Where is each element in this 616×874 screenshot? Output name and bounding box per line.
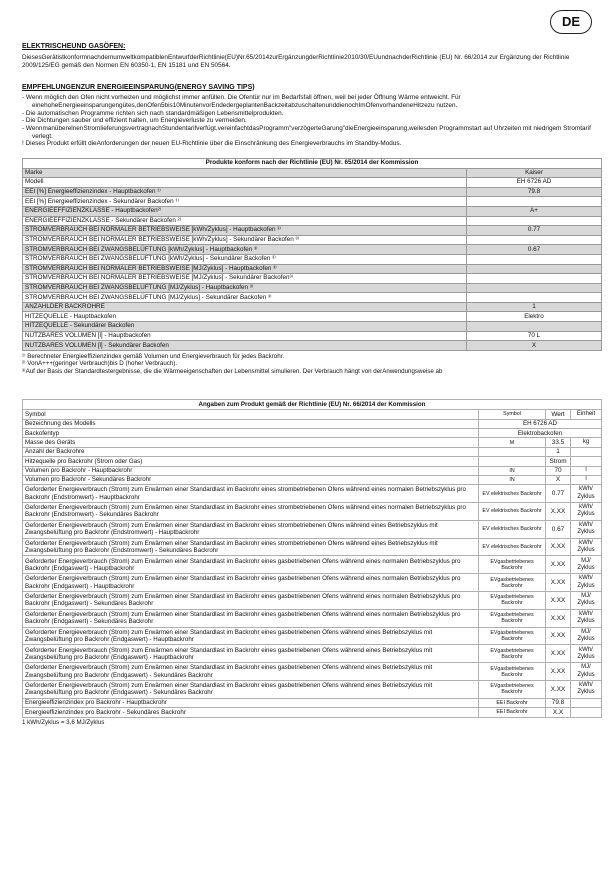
- table-row: [23, 438, 602, 447]
- table-row: [23, 197, 602, 207]
- model-designation-value: EH 6726 AD: [479, 419, 602, 428]
- row-value: 1: [546, 447, 571, 456]
- row-label: ANZAHLDER BACKROHRE: [23, 302, 467, 312]
- row-label: NUTZBARES VOLUMEN [l] - Hauptbackofen: [23, 331, 467, 341]
- tip-item: - Die automatischen Programme richten sich nach standardmäßigen Lebensmittelprodukten.: [22, 109, 284, 117]
- table-row: [23, 274, 602, 284]
- row-label: Geforderter Energieverbrauch (Strom) zum Erwärmen einer Standardlast im Backrohr eines gasbetriebenen Ofens während eines normalen Betriebszyklus pro Backrohr (Endgaswert) - Hauptbackrohr: [23, 574, 479, 592]
- table-row: [23, 520, 602, 538]
- tip-item: - Die Dichtungen sauber und effizient halten, um Energieverluste zu vermeiden.: [22, 117, 247, 125]
- row-label: Geforderter Energieverbrauch (Strom) zum Erwärmen einer Standardlast im Backrohr eines gasbetriebenen Ofens während eines normalen Betriebszyklus pro Backrohr (Endgaswert) - Sekundäres Backrohr: [23, 609, 479, 627]
- footnote: ³⁾Auf der Basis der Standardtestergebnisse, die die Wärmeeigenschaften der Lebensmittel simulieren. Der Verbrauch hängt von derAnwendungsweise ab: [22, 367, 443, 375]
- row-value: EH 6726 AD: [467, 178, 602, 188]
- language-badge: DE: [550, 10, 592, 34]
- regulation-65-table: [22, 158, 602, 351]
- table-row: [23, 245, 602, 255]
- row-symbol: EEI Backrohr: [479, 698, 546, 707]
- row-unit: [571, 698, 602, 707]
- table-row: [23, 293, 602, 303]
- row-label: STROMVERBRAUCH BEI ZWANGSBELÜFTUNG [MJ/Zyklus] - Hauptbackofen ³⁾: [23, 283, 467, 293]
- row-label: ENERGIEEFFIZIENZKLASSE - Sekundärer Backofen ²⁾: [23, 216, 467, 226]
- table-row: [23, 556, 602, 574]
- row-value: Kaiser: [467, 168, 602, 178]
- row-value: [467, 197, 602, 207]
- row-value: Strom: [546, 457, 571, 466]
- table-row: [23, 609, 602, 627]
- table-row: [23, 168, 602, 178]
- row-value: 0.67: [467, 245, 602, 255]
- row-label: HITZEQUELLE - Sekundärer Backofen: [23, 322, 467, 332]
- table-row: [23, 302, 602, 312]
- row-value: [467, 264, 602, 274]
- table1-title: Produkte konform nach der Richtlinie (EU) Nr. 65/2014 der Kommission: [23, 158, 602, 168]
- row-label: Geforderter Energieverbrauch (Strom) zum Erwärmen einer Standardlast im Backrohr eines strombetriebenen Ofens während eines Betriebszyklus mit Zwangsbelüftung pro Backrohr (Endstromwert) - Hauptbackrohr: [23, 520, 479, 538]
- row-symbol: EVgasbetriebenes Backrohr: [479, 627, 546, 645]
- row-label: Volumen pro Backrohr - Sekundäres Backrohr: [23, 475, 479, 484]
- row-value: 0.77: [546, 485, 571, 503]
- row-label: Energieeffizienzindex pro Backrohr - Sekundäres Backrohr: [23, 708, 479, 717]
- document-page: [22, 12, 602, 726]
- row-value: 79.8: [546, 698, 571, 707]
- row-label: STROMVERBRAUCH BEI NORMALER BETRIEBSWEISE [kWh/Zyklus] - Hauptbackofen ³⁾: [23, 226, 467, 236]
- row-label: Geforderter Energieverbrauch (Strom) zum Erwärmen einer Standardlast im Backrohr eines strombetriebenen Ofens während eines Betriebszyklus mit Zwangsbelüftung pro Backrohr (Endstromwert) - Sekundäres Backrohr: [23, 538, 479, 556]
- row-label: Geforderter Energieverbrauch (Strom) zum Erwärmen einer Standardlast im Backrohr eines gasbetriebenen Ofens während eines Betriebszyklus mit Zwangsbelüftung pro Backrohr (Endgaswert) - Sekundäres Backrohr: [23, 663, 479, 681]
- table-row: [23, 322, 602, 332]
- row-label: STROMVERBRAUCH BEI ZWANGSBELÜFTUNG [kWh/Zyklus] - Sekundärer Backofen ³⁾: [23, 254, 467, 264]
- row-label: Geforderter Energieverbrauch (Strom) zum Erwärmen einer Standardlast im Backrohr eines gasbetriebenen Ofens während eines Betriebszyklus mit Zwangsbelüftung pro Backrohr (Endgaswert) - Hauptbackrohr: [23, 645, 479, 663]
- row-unit: MJ/ Zyklus: [571, 556, 602, 574]
- row-label: Geforderter Energieverbrauch (Strom) zum Erwärmen einer Standardlast im Backrohr eines gasbetriebenen Ofens während eines normalen Betriebszyklus pro Backrohr (Endgaswert) - Sekundäres Backrohr: [23, 592, 479, 610]
- table-row: [23, 627, 602, 645]
- row-value: X: [546, 475, 571, 484]
- row-unit: kWh/ Zyklus: [571, 574, 602, 592]
- row-label: STROMVERBRAUCH BEI NORMALER BETRIEBSWEISE [kWh/Zyklus] - Sekundärer Backofen ³⁾: [23, 235, 467, 245]
- row-symbol: EV elektrisches Backrohr: [479, 485, 546, 503]
- row-label: Geforderter Energieverbrauch (Strom) zum Erwärmen einer Standardlast im Backrohr eines gasbetriebenen Ofens während eines normalen Betriebszyklus pro Backrohr (Endgaswert) - Hauptbackrohr: [23, 556, 479, 574]
- row-label: Geforderter Energieverbrauch (Strom) zum Erwärmen einer Standardlast im Backrohr eines gasbetriebenen Ofens während eines Betriebszyklus mit Zwangsbelüftung pro Backrohr (Endgaswert) - Hauptbackrohr: [23, 627, 479, 645]
- row-symbol: EV elektrisches Backrohr: [479, 503, 546, 521]
- row-label: EEI [%] Energieeffizienzindex - Hauptbackofen ¹⁾: [23, 187, 467, 197]
- row-value: X.XX: [546, 627, 571, 645]
- row-unit: [571, 457, 602, 466]
- table-row: [23, 447, 602, 456]
- row-label: Geforderter Energieverbrauch (Strom) zum Erwärmen einer Standardlast im Backrohr eines gasbetriebenen Ofens während eines Betriebszyklus mit Zwangsbelüftung pro Backrohr (Endgaswert) - Sekundäres Backrohr: [23, 681, 479, 699]
- row-unit: kWh/ Zyklus: [571, 609, 602, 627]
- row-unit: [571, 447, 602, 456]
- row-symbol: EV elektrisches Backrohr: [479, 520, 546, 538]
- row-label: Masse des Geräts: [23, 438, 479, 447]
- row-unit: kWh/ Zyklus: [571, 520, 602, 538]
- table-row: [23, 254, 602, 264]
- row-symbol: EVgasbetriebenes Backrohr: [479, 609, 546, 627]
- row-unit: kWh/ Zyklus: [571, 538, 602, 556]
- table-row: [23, 341, 602, 351]
- compliance-paragraph: DiesesGerätistkonformnachdemumweltkompatiblenEntwurfderRichtlinie(EU)Nr.65/2014zurErgänzungderRichtlinie2010/30/EUundnachderRichtlinie (EU) Nr. 66/2014 zur Ergänzung der Richtlinie 2009/125/EG gemäß den Normen EN 60350-1, EN 15181 und EN 50564.: [22, 54, 570, 70]
- row-value: Elektro: [467, 312, 602, 322]
- row-label: NUTZBARES VOLUMEN [l] - Sekundärer Backofen: [23, 341, 467, 351]
- model-designation-label: Bezeichnung des Modells: [23, 419, 479, 428]
- table-row: [23, 681, 602, 699]
- table-row: [23, 708, 602, 717]
- row-label: Marke: [23, 168, 467, 178]
- row-unit: l: [571, 466, 602, 475]
- table1-footnotes: [22, 353, 602, 375]
- unit-conversion-note: 1 kWh/Zyklus = 3,6 MJ/Zyklus: [22, 718, 105, 726]
- row-unit: l: [571, 475, 602, 484]
- header-value: Wert: [546, 410, 571, 419]
- table-row: [23, 574, 602, 592]
- table-row: [23, 206, 602, 216]
- row-value: X.XX: [546, 538, 571, 556]
- row-symbol: [479, 447, 546, 456]
- row-symbol: EVgasbetriebenes Backrohr: [479, 681, 546, 699]
- table-row: [23, 503, 602, 521]
- row-value: [467, 293, 602, 303]
- row-value: X.XX: [546, 503, 571, 521]
- row-unit: kg: [571, 438, 602, 447]
- row-unit: kWh/ Zyklus: [571, 503, 602, 521]
- row-value: X.XX: [546, 574, 571, 592]
- row-value: 79.8: [467, 187, 602, 197]
- row-symbol: EV elektrisches Backrohr: [479, 538, 546, 556]
- footnote: ¹⁾ Berechneter Energieeffizienzindex gemäß Volumen und Energieverbrauch für jedes Backrohr.: [22, 352, 285, 360]
- table-row: [23, 331, 602, 341]
- row-symbol: EVgasbetriebenes Backrohr: [479, 645, 546, 663]
- energy-tips-list: [22, 94, 602, 140]
- table-row: [23, 466, 602, 475]
- row-label: HITZEQUELLE - Hauptbackofen: [23, 312, 467, 322]
- row-unit: MJ/ Zyklus: [571, 663, 602, 681]
- row-unit: MJ/ Zyklus: [571, 592, 602, 610]
- table-row: [23, 538, 602, 556]
- table-row: [23, 187, 602, 197]
- row-value: X.XX: [546, 663, 571, 681]
- row-label: STROMVERBRAUCH BEI ZWANGSBELÜFTUNG [MJ/Zyklus] - Sekundärer Backofen ³⁾: [23, 293, 467, 303]
- row-value: X.XX: [546, 556, 571, 574]
- table-row: [23, 645, 602, 663]
- row-value: X.XX: [546, 681, 571, 699]
- row-value: 33.5: [546, 438, 571, 447]
- row-value: A+: [467, 206, 602, 216]
- row-symbol: EEI Backrohr: [479, 708, 546, 717]
- row-value: X.XX: [546, 609, 571, 627]
- row-symbol: IN: [479, 475, 546, 484]
- row-label: Modell: [23, 178, 467, 188]
- table-row: [23, 283, 602, 293]
- row-value: X.X: [546, 708, 571, 717]
- row-value: [467, 274, 602, 284]
- header-unit: Einheit: [571, 410, 602, 419]
- row-label: STROMVERBRAUCH BEI NORMALER BETRIEBSWEISE [MJ/Zyklus] - Sekundärer Backofen³⁾: [23, 274, 467, 284]
- table-row: [23, 235, 602, 245]
- row-label: Energieeffizienzindex pro Backrohr - Hauptbackrohr: [23, 698, 479, 707]
- row-value: [467, 235, 602, 245]
- row-unit: [571, 708, 602, 717]
- row-symbol: IN: [479, 466, 546, 475]
- header-symbol-col: Symbol: [479, 410, 546, 419]
- row-value: 1: [467, 302, 602, 312]
- row-label: STROMVERBRAUCH BEI ZWANGSBELÜFTUNG [kWh/Zyklus] - Hauptbackofen ³⁾: [23, 245, 467, 255]
- table2-title: Angaben zum Produkt gemäß der Richtlinie (EU) Nr. 66/2014 der Kommission: [23, 400, 602, 410]
- row-unit: MJ/ Zyklus: [571, 627, 602, 645]
- row-value: 70: [546, 466, 571, 475]
- table-row: [23, 264, 602, 274]
- row-value: 70 L: [467, 331, 602, 341]
- table-row: [23, 592, 602, 610]
- row-unit: kWh/ Zyklus: [571, 485, 602, 503]
- row-label: Geforderter Energieverbrauch (Strom) zum Erwärmen einer Standardlast im Backrohr eines strombetriebenen Ofens während eines normalen Betriebszyklus pro Backrohr (Endstromwert) - Sekundäres Backrohr: [23, 503, 479, 521]
- table-row: [23, 663, 602, 681]
- table-row: [23, 226, 602, 236]
- row-label: Geforderter Energieverbrauch (Strom) zum Erwärmen einer Standardlast im Backrohr eines strombetriebenen Ofens während eines normalen Betriebszyklus pro Backrohr (Endstromwert) - Hauptbackrohr: [23, 485, 479, 503]
- row-value: [467, 322, 602, 332]
- row-symbol: EVgasbetriebenes Backrohr: [479, 663, 546, 681]
- row-unit: kWh/ Zyklus: [571, 681, 602, 699]
- row-symbol: EVgasbetriebenes Backrohr: [479, 556, 546, 574]
- row-label: ENERGIEEFFIZIENZKLASSE - Hauptbackofen²⁾: [23, 206, 467, 216]
- row-label: Hitzequelle pro Backrohr (Strom oder Gas): [23, 457, 479, 466]
- header-symbol: Symbol: [23, 410, 479, 419]
- table-row: [23, 475, 602, 484]
- row-value: [467, 254, 602, 264]
- oven-type-value: Elektrobackofen: [479, 428, 602, 437]
- row-value: X.XX: [546, 645, 571, 663]
- row-label: STROMVERBRAUCH BEI NORMALER BETRIEBSWEISE [MJ/Zyklus] - Hauptbackofen ³⁾: [23, 264, 467, 274]
- row-value: 0.77: [467, 226, 602, 236]
- row-symbol: M: [479, 438, 546, 447]
- row-value: [467, 216, 602, 226]
- tip-item: - Wenn möglich den Ofen nicht vorheizen und möglichst immer anfüllen. Die Ofentür nur im Bedarfsfall öffnen, weil bei jeder Öffnung Wärme entweicht. Für einehoheEnergieeinsparungengütes,denOfen5bis10MinutenvorEndedergeplantenBackzeitabzuschaltenunddienochImOfenvorhandeneHitzezu nutzen.: [22, 94, 461, 109]
- row-unit: kWh/ Zyklus: [571, 645, 602, 663]
- row-label: Volumen pro Backrohr - Hauptbackrohr: [23, 466, 479, 475]
- row-value: 0.67: [546, 520, 571, 538]
- row-symbol: EVgasbetriebenes Backrohr: [479, 574, 546, 592]
- footnote: ²⁾ VonA+++(geringer Verbrauch)bis D (hoher Verbrauch).: [22, 360, 178, 368]
- table-row: [23, 312, 602, 322]
- section-heading-ovens: ELEKTRISCHEUND GASÖFEN:: [22, 43, 126, 50]
- tip-item: - WennmanüberelnenStromlieferungsvertragnachStundentarifverfügt,vereinfachtdasProgramm"verzögerteGarung"dieEnergieeinsparung,weilesden Programmstart auf Uhrzeiten mit niedrigem Stromtarif verlegt.: [22, 124, 591, 140]
- standby-note: ! Dieses Produkt erfüllt dieAnforderungen der neuen EU-Richtlinie über die Einschränkung des Energieverbrauchs im Standby-Modus.: [22, 140, 402, 148]
- row-label: EEI [%] Energieeffizienzindex - Sekundärer Backofen ¹⁾: [23, 197, 467, 207]
- row-value: X.XX: [546, 592, 571, 610]
- table-row: [23, 216, 602, 226]
- section-heading-energy-tips: EMPFEHLUNGENZUR ENERGIEEINSPARUNG(ENERGY SAVING TIPS): [22, 83, 255, 91]
- row-value: [467, 283, 602, 293]
- table-row: [23, 457, 602, 466]
- row-symbol: [479, 457, 546, 466]
- row-label: Anzahl der Backrohre: [23, 447, 479, 456]
- regulation-66-table: [22, 399, 602, 717]
- table-row: [23, 178, 602, 188]
- oven-type-label: Backofentyp: [23, 428, 479, 437]
- table-row: [23, 485, 602, 503]
- row-symbol: EVgasbetriebenes Backrohr: [479, 592, 546, 610]
- row-value: X: [467, 341, 602, 351]
- table-row: [23, 698, 602, 707]
